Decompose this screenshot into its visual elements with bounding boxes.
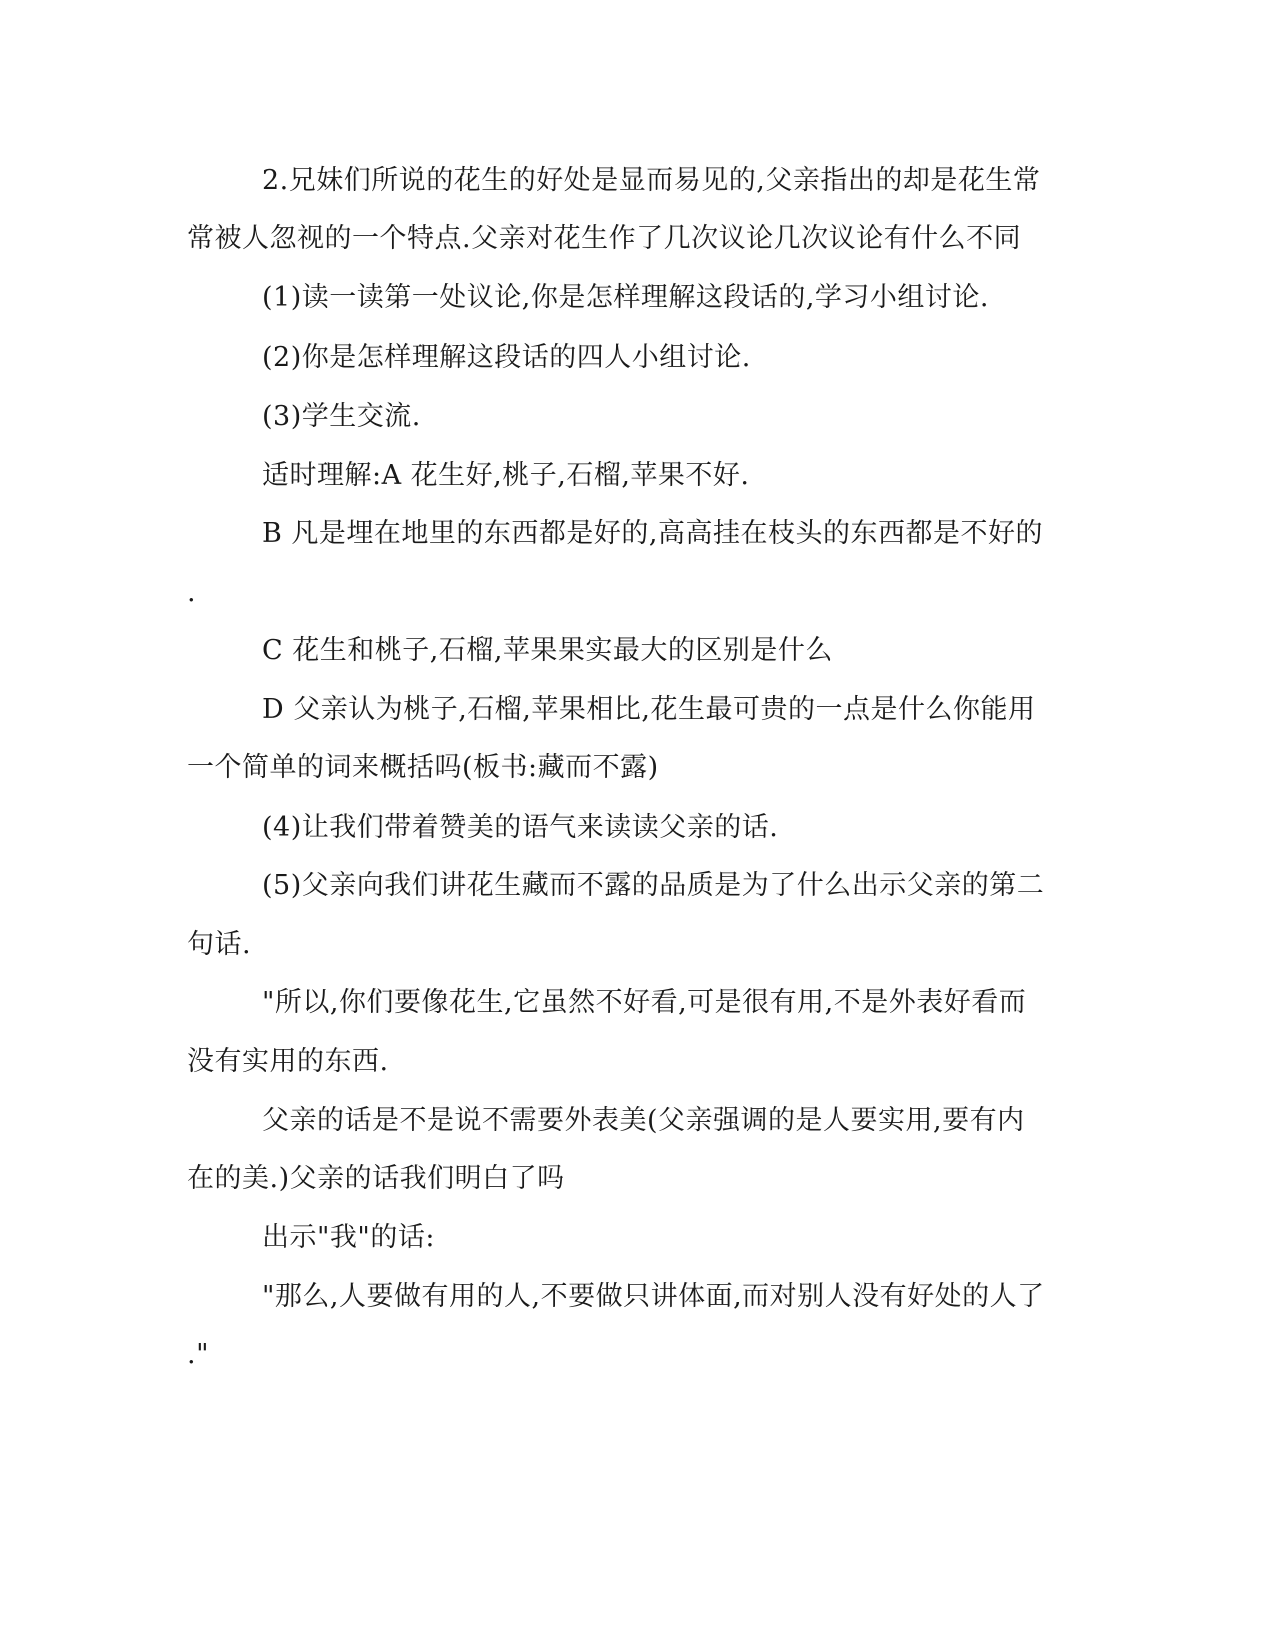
text-line: 常被人忽视的一个特点.父亲对花生作了几次议论几次议论有什么不同 [187, 223, 1022, 254]
text-line: 2.兄妹们所说的花生的好处是显而易见的,父亲指出的却是花生常 [262, 165, 1041, 196]
text-line: 适时理解:A 花生好,桃子,石榴,苹果不好. [262, 460, 750, 491]
text-line: "所以,你们要像花生,它虽然不好看,可是很有用,不是外表好看而 [262, 987, 1027, 1018]
text-line: 父亲的话是不是说不需要外表美(父亲强调的是人要实用,要有内 [262, 1105, 1025, 1136]
text-line: D 父亲认为桃子,石榴,苹果相比,花生最可贵的一点是什么你能用 [262, 694, 1036, 725]
text-line: (1)读一读第一处议论,你是怎样理解这段话的,学习小组讨论. [262, 282, 989, 313]
text-line: (5)父亲向我们讲花生藏而不露的品质是为了什么出示父亲的第二 [262, 870, 1045, 901]
text-line: . [187, 577, 197, 608]
text-line: ." [187, 1339, 210, 1370]
text-line: 出示"我"的话: [262, 1222, 435, 1253]
text-line: 在的美.)父亲的话我们明白了吗 [187, 1163, 565, 1194]
text-line: "那么,人要做有用的人,不要做只讲体面,而对别人没有好处的人了 [262, 1281, 1045, 1312]
text-line: (3)学生交流. [262, 401, 421, 432]
text-line: 一个简单的词来概括吗(板书:藏而不露) [187, 752, 659, 783]
text-line: (2)你是怎样理解这段话的四人小组讨论. [262, 342, 751, 373]
text-line: B 凡是埋在地里的东西都是好的,高高挂在枝头的东西都是不好的 [262, 518, 1044, 549]
text-line: 句话. [187, 929, 252, 960]
text-line: 没有实用的东西. [187, 1046, 389, 1077]
text-line: (4)让我们带着赞美的语气来读读父亲的话. [262, 812, 779, 843]
text-line: C 花生和桃子,石榴,苹果果实最大的区别是什么 [262, 635, 833, 666]
